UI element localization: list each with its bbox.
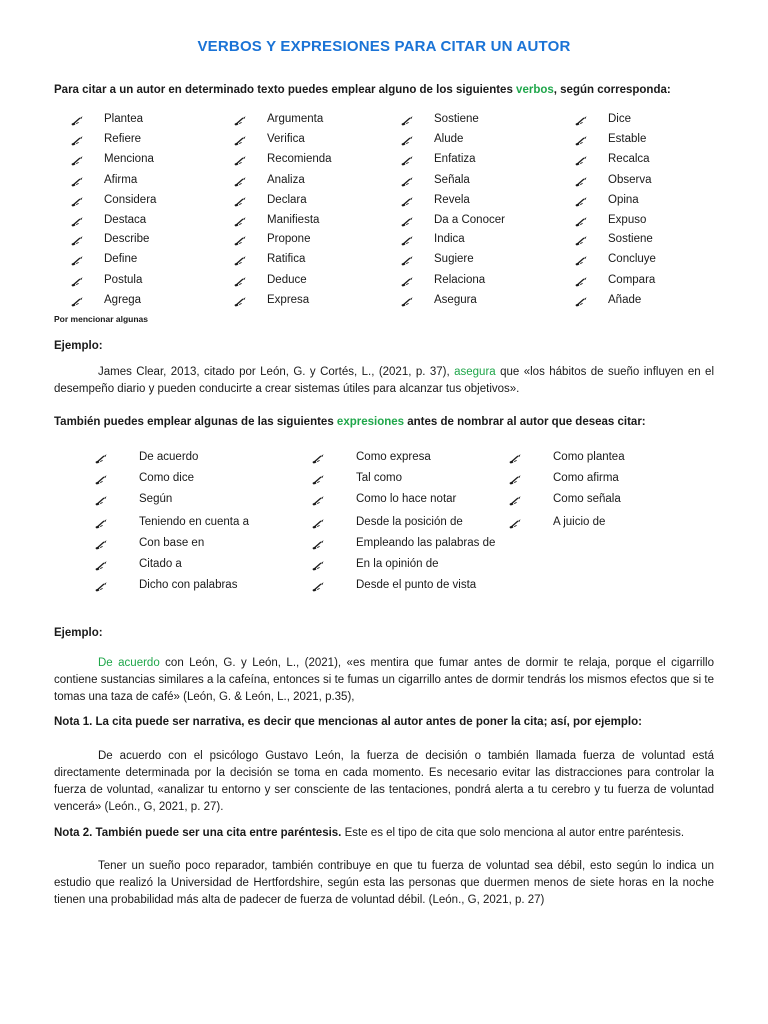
verb-label: Recalca bbox=[608, 153, 650, 165]
verb-label: Declara bbox=[267, 194, 307, 206]
writing-hand-icon bbox=[574, 175, 588, 189]
writing-hand-icon bbox=[574, 295, 588, 309]
writing-hand-icon bbox=[233, 175, 247, 189]
note2-paragraph: Tener un sueño poco reparador, también contribuye en que tu fuerza de voluntad sea débil, esto según lo indica un estudio que realizó la Universidad de Hertfordshire, según esta las personas que duermen menos de siete horas en la noche tienen una probabilidad más alta de padecer de fuerza de voluntad débil. (León., G, 2021, p. 27) bbox=[54, 860, 714, 906]
writing-hand-icon bbox=[70, 234, 84, 248]
writing-hand-icon bbox=[233, 114, 247, 128]
example1-after: que «los hábitos de sueño influyen en el desempeño diario y pueden conducirte a crear sistemas útiles para alcanzar tus objetivos». bbox=[54, 366, 714, 395]
writing-hand-icon bbox=[233, 254, 247, 268]
writing-hand-icon bbox=[311, 517, 325, 531]
example1-highlight: asegura bbox=[454, 366, 496, 378]
example1-before: James Clear, 2013, citado por León, G. y Cortés, L., (2021, p. 37), bbox=[98, 366, 455, 378]
intro-text-after: , según corresponda: bbox=[553, 84, 671, 96]
verb-label: Considera bbox=[104, 194, 157, 206]
example2-label: Ejemplo: bbox=[54, 627, 103, 639]
writing-hand-icon bbox=[400, 195, 414, 209]
writing-hand-icon bbox=[574, 114, 588, 128]
writing-hand-icon bbox=[233, 154, 247, 168]
example2-paragraph bbox=[54, 655, 714, 706]
writing-hand-icon bbox=[311, 473, 325, 487]
writing-hand-icon bbox=[233, 134, 247, 148]
writing-hand-icon bbox=[400, 234, 414, 248]
expression-label: Como dice bbox=[139, 472, 194, 484]
expression-label: En la opinión de bbox=[356, 558, 439, 570]
expressions-intro bbox=[54, 416, 646, 428]
writing-hand-icon bbox=[70, 175, 84, 189]
example2-after: con León, G. y León, L., (2021), «es mentira que fumar antes de dormir te relaja, porque el cigarrillo contiene sustancias similares a la cafeína, entonces si te fumas un cigarrillo antes de dormir tendrás los mismos efectos que si te tomas una taza de café» (León, G. & León, L., 2021, p.35), bbox=[54, 657, 714, 703]
writing-hand-icon bbox=[400, 295, 414, 309]
expression-label: Desde la posición de bbox=[356, 516, 463, 528]
writing-hand-icon bbox=[400, 114, 414, 128]
expression-label: Desde el punto de vista bbox=[356, 579, 477, 591]
intro-text-before: Para citar a un autor en determinado texto puedes emplear alguno de los siguientes bbox=[54, 84, 517, 96]
verb-label: Alude bbox=[434, 133, 464, 145]
writing-hand-icon bbox=[94, 473, 108, 487]
verb-label: Observa bbox=[608, 174, 652, 186]
note2-title-rest: Este es el tipo de cita que solo menciona al autor entre paréntesis. bbox=[341, 827, 685, 839]
expression-label: Según bbox=[139, 493, 173, 505]
expression-label: Como lo hace notar bbox=[356, 493, 457, 505]
verb-label: Afirma bbox=[104, 174, 138, 186]
writing-hand-icon bbox=[311, 494, 325, 508]
writing-hand-icon bbox=[233, 215, 247, 229]
note2-title: Nota 2. También puede ser una cita entre paréntesis. bbox=[54, 827, 342, 839]
verb-label: Añade bbox=[608, 294, 642, 306]
writing-hand-icon bbox=[70, 195, 84, 209]
writing-hand-icon bbox=[574, 254, 588, 268]
intro2-after: antes de nombrar al autor que deseas citar: bbox=[404, 416, 646, 428]
writing-hand-icon bbox=[574, 154, 588, 168]
verb-label: Revela bbox=[434, 194, 470, 206]
verbs-intro bbox=[54, 84, 671, 96]
writing-hand-icon bbox=[94, 580, 108, 594]
writing-hand-icon bbox=[233, 295, 247, 309]
writing-hand-icon bbox=[94, 559, 108, 573]
writing-hand-icon bbox=[70, 154, 84, 168]
writing-hand-icon bbox=[311, 580, 325, 594]
verb-label: Deduce bbox=[267, 274, 307, 286]
verb-label: Plantea bbox=[104, 113, 144, 125]
writing-hand-icon bbox=[94, 452, 108, 466]
writing-hand-icon bbox=[70, 275, 84, 289]
writing-hand-icon bbox=[574, 234, 588, 248]
verbs-list bbox=[0, 110, 768, 315]
verb-label: Refiere bbox=[104, 133, 142, 145]
writing-hand-icon bbox=[233, 195, 247, 209]
verb-label: Indica bbox=[434, 233, 465, 245]
verb-label: Concluye bbox=[608, 253, 656, 265]
writing-hand-icon bbox=[311, 538, 325, 552]
verbs-footnote: Por mencionar algunas bbox=[54, 314, 148, 324]
expression-label: Como señala bbox=[553, 493, 621, 505]
writing-hand-icon bbox=[233, 275, 247, 289]
verb-label: Sostiene bbox=[608, 233, 653, 245]
example2-highlight: De acuerdo bbox=[98, 657, 160, 669]
verb-label: Analiza bbox=[267, 174, 305, 186]
expression-label: Teniendo en cuenta a bbox=[139, 516, 249, 528]
intro2-highlight: expresiones bbox=[336, 416, 405, 428]
writing-hand-icon bbox=[94, 517, 108, 531]
verb-label: Verifica bbox=[267, 133, 305, 145]
verb-label: Describe bbox=[104, 233, 150, 245]
writing-hand-icon bbox=[70, 114, 84, 128]
verb-label: Señala bbox=[434, 174, 470, 186]
writing-hand-icon bbox=[508, 517, 522, 531]
expression-label: Dicho con palabras bbox=[139, 579, 238, 591]
writing-hand-icon bbox=[574, 134, 588, 148]
verb-label: Sugiere bbox=[434, 253, 474, 265]
verb-label: Asegura bbox=[434, 294, 477, 306]
writing-hand-icon bbox=[574, 195, 588, 209]
note2-title-line bbox=[54, 827, 684, 839]
verb-label: Ratifica bbox=[267, 253, 306, 265]
example1-paragraph bbox=[54, 364, 714, 398]
note1-title: Nota 1. La cita puede ser narrativa, es decir que mencionas al autor antes de poner la cita; así, por ejemplo: bbox=[54, 716, 642, 728]
expression-label: De acuerdo bbox=[139, 451, 199, 463]
writing-hand-icon bbox=[94, 538, 108, 552]
intro2-before: También puedes emplear algunas de las siguientes bbox=[54, 416, 337, 428]
verb-label: Opina bbox=[608, 194, 639, 206]
verb-label: Sostiene bbox=[434, 113, 479, 125]
verb-label: Propone bbox=[267, 233, 311, 245]
writing-hand-icon bbox=[574, 275, 588, 289]
writing-hand-icon bbox=[508, 452, 522, 466]
verb-label: Agrega bbox=[104, 294, 142, 306]
verb-label: Compara bbox=[608, 274, 656, 286]
writing-hand-icon bbox=[508, 494, 522, 508]
expression-label: Como plantea bbox=[553, 451, 625, 463]
writing-hand-icon bbox=[233, 234, 247, 248]
intro-highlight-verbos: verbos bbox=[516, 84, 554, 96]
expression-label: Como expresa bbox=[356, 451, 431, 463]
writing-hand-icon bbox=[400, 275, 414, 289]
expression-label: Empleando las palabras de bbox=[356, 537, 496, 549]
expression-label: Citado a bbox=[139, 558, 182, 570]
verb-label: Menciona bbox=[104, 153, 154, 165]
verb-label: Estable bbox=[608, 133, 647, 145]
writing-hand-icon bbox=[70, 295, 84, 309]
verb-label: Recomienda bbox=[267, 153, 332, 165]
verb-label: Da a Conocer bbox=[434, 214, 505, 226]
writing-hand-icon bbox=[70, 134, 84, 148]
writing-hand-icon bbox=[574, 215, 588, 229]
expression-label: A juicio de bbox=[553, 516, 606, 528]
example1-label: Ejemplo: bbox=[54, 340, 103, 352]
writing-hand-icon bbox=[311, 559, 325, 573]
writing-hand-icon bbox=[400, 154, 414, 168]
writing-hand-icon bbox=[311, 452, 325, 466]
verb-label: Expuso bbox=[608, 214, 647, 226]
writing-hand-icon bbox=[70, 215, 84, 229]
verb-label: Argumenta bbox=[267, 113, 324, 125]
note1-paragraph: De acuerdo con el psicólogo Gustavo León, la fuerza de decisión o también llamada fuerza de voluntad está directamente determinada por la decisión se toma en cada momento. Es necesario evitar las distracciones para controlar la fuerza de voluntad, «analizar tu entorno y ser consciente de las tentaciones, pondrá alerta a tu cerebro y tu fuerza de voluntad vencerá» (León., G, 2021, p. 27). bbox=[54, 750, 714, 813]
verb-label: Dice bbox=[608, 113, 632, 125]
writing-hand-icon bbox=[400, 254, 414, 268]
expression-label: Con base en bbox=[139, 537, 205, 549]
writing-hand-icon bbox=[70, 254, 84, 268]
expression-label: Tal como bbox=[356, 472, 403, 484]
verb-label: Expresa bbox=[267, 294, 310, 306]
writing-hand-icon bbox=[508, 473, 522, 487]
verb-label: Enfatiza bbox=[434, 153, 476, 165]
verb-label: Destaca bbox=[104, 214, 147, 226]
expressions-list bbox=[0, 448, 768, 598]
writing-hand-icon bbox=[400, 134, 414, 148]
writing-hand-icon bbox=[400, 215, 414, 229]
verb-label: Manifiesta bbox=[267, 214, 320, 226]
verb-label: Postula bbox=[104, 274, 143, 286]
writing-hand-icon bbox=[400, 175, 414, 189]
document-title: VERBOS Y EXPRESIONES PARA CITAR UN AUTOR bbox=[197, 38, 571, 55]
expression-label: Como afirma bbox=[553, 472, 619, 484]
verb-label: Relaciona bbox=[434, 274, 486, 286]
verb-label: Define bbox=[104, 253, 138, 265]
writing-hand-icon bbox=[94, 494, 108, 508]
